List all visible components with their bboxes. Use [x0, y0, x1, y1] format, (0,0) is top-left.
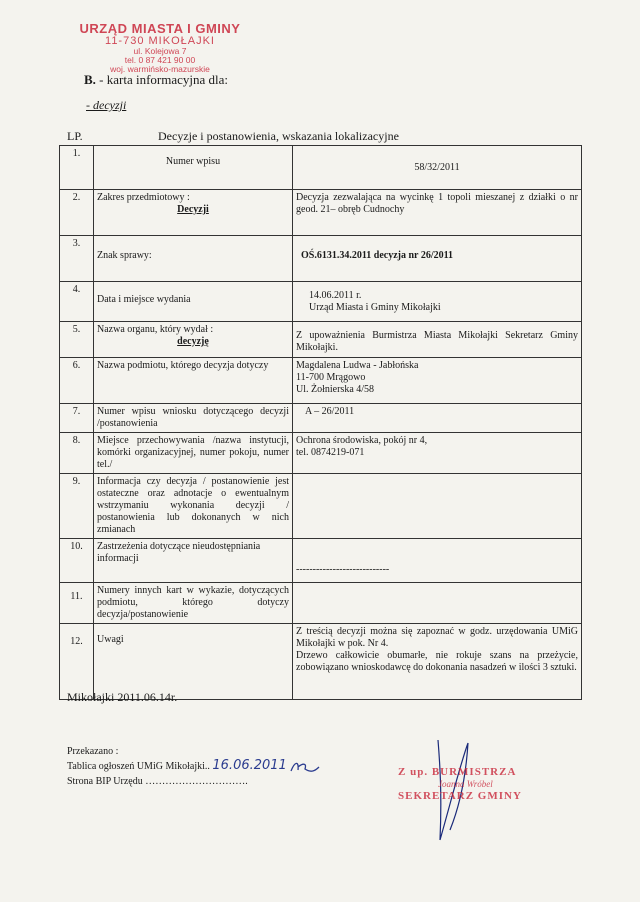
table-row	[60, 282, 582, 322]
subject-name: Magdalena Ludwa - Jabłońska	[296, 360, 419, 371]
row-label: Informacja czy decyzja / postanowienie jest ostateczne oraz adnotacje o ewentualnym wstrzymaniu wykonania decyzji / postanowienia lub dokonanych w nich zmianach	[94, 474, 293, 539]
stamp-line-4: tel. 0 87 421 90 00	[124, 55, 196, 66]
row-value: OŚ.6131.34.2011 decyzja nr 26/2011	[293, 236, 582, 282]
transfer-bip: Strona BIP Urzędu ………………………….	[67, 775, 248, 787]
info-table	[59, 145, 582, 700]
stamp-line-2: 11-730 MIKOŁAJKI	[105, 34, 215, 47]
row-number: 6.	[60, 358, 94, 404]
secretary-stamp-line-1: Z up. BURMISTRZA	[398, 766, 517, 778]
stamp-line-5: woj. warmińsko-mazurskie	[110, 64, 210, 75]
row-number: 7.	[60, 404, 94, 433]
row-number: 11.	[60, 583, 94, 624]
office-stamp	[60, 22, 260, 74]
table-row	[60, 322, 582, 358]
table-row	[60, 190, 582, 236]
storage-phone: tel. 0874219-071	[296, 447, 365, 458]
secretary-stamp-line-3: SEKRETARZ GMINY	[398, 789, 522, 802]
row-label: Numery innych kart w wykazie, dotyczących podmiotu, którego dotyczy decyzja/postanowienie	[94, 583, 293, 624]
row-number: 9.	[60, 474, 94, 539]
secretary-stamp	[398, 766, 548, 803]
place-and-date: Mikołajki 2011.06.14r.	[67, 690, 178, 704]
row-value: ----------------------------	[293, 539, 582, 583]
table-row	[60, 624, 582, 700]
row-number: 3.	[60, 236, 94, 282]
row-value	[293, 474, 582, 539]
row-number: 2.	[60, 190, 94, 236]
row-label: Uwagi	[94, 624, 293, 700]
row-number: 12.	[60, 624, 94, 700]
transfer-board: Tablica ogłoszeń UMiG Mikołajki..	[67, 761, 210, 772]
table-row	[60, 474, 582, 539]
table-row	[60, 539, 582, 583]
stamp-line-3: ul. Kolejowa 7	[133, 46, 187, 57]
row-label: Zastrzeżenia dotyczące nieudostępniania informacji	[94, 539, 293, 583]
heading-prefix: B.	[84, 72, 96, 87]
transfer-line-1	[67, 758, 321, 775]
card-subheading: - decyzji	[86, 98, 127, 112]
row-label-cell	[94, 322, 293, 358]
stamp-line-1: URZĄD MIASTA I GMINY	[79, 21, 241, 36]
remarks-line-2: Drzewo całkowicie obumarłe, nie rokuje szans na przeżycie, zobowiązano wnioskodawcę do dokonania nasadzeń w ilości 3 sztuki.	[296, 650, 578, 673]
table-row	[60, 146, 582, 190]
row-value-cell	[293, 433, 582, 474]
row-value: Decyzja zezwalająca na wycinkę 1 topoli mieszanej z działki o nr geod. 21– obręb Cudnochy	[293, 190, 582, 236]
table-row	[60, 358, 582, 404]
table-row	[60, 236, 582, 282]
row-value	[293, 583, 582, 624]
row-value: A – 26/2011	[293, 404, 582, 433]
row-value: Z upoważnienia Burmistrza Miasta Mikołajki Sekretarz Gminy Mikołajki.	[293, 322, 582, 358]
lp-column-label: LP.	[67, 129, 83, 143]
row-value-cell	[293, 624, 582, 700]
transfer-label: Przekazano :	[67, 746, 119, 757]
row-label: Nazwa podmiotu, którego decyzja dotyczy	[94, 358, 293, 404]
initials-signature-icon	[289, 759, 321, 775]
row-label: Numer wpisu	[94, 146, 293, 190]
storage-place: Ochrona środowiska, pokój nr 4,	[296, 435, 428, 446]
secretary-stamp-line-2: Joanna Wróbel	[438, 779, 493, 790]
row-value-cell	[293, 358, 582, 404]
row-label: Znak sprawy:	[94, 236, 293, 282]
row-label: Numer wpisu wniosku dotyczącego decyzji /postanowienia	[94, 404, 293, 433]
heading-text: - karta informacyjna dla:	[95, 72, 229, 87]
row-number: 10.	[60, 539, 94, 583]
row-label: Miejsce przechowywania /nazwa instytucji, komórki organizacyjnej, numer pokoju, numer tel./	[94, 433, 293, 474]
issue-date: 14.06.2011 r.	[309, 290, 362, 301]
remarks-line-1: Z treścią decyzji można się zapoznać w godz. urzędowania UMiG Mikołajki w pok. Nr 4.	[296, 626, 578, 649]
row-label: Nazwa organu, który wydał :	[97, 324, 214, 335]
row-number: 4.	[60, 282, 94, 322]
table-title: Decyzje i postanowienia, wskazania lokalizacyjne	[158, 129, 399, 143]
row-value: 58/32/2011	[293, 146, 582, 190]
row-label: Data i miejsce wydania	[94, 282, 293, 322]
subject-city: 11-700 Mrągowo	[296, 372, 366, 383]
table-row	[60, 404, 582, 433]
transfer-section	[67, 745, 321, 788]
row-value-cell	[293, 282, 582, 322]
row-label-sub: Decyzji	[177, 204, 209, 215]
card-heading	[84, 72, 228, 88]
issue-place: Urząd Miasta i Gminy Mikołajki	[309, 302, 441, 313]
table-row	[60, 433, 582, 474]
subject-street: Ul. Żołnierska 4/58	[296, 384, 375, 395]
handwritten-date: 16.06.2011	[212, 758, 287, 773]
row-label-cell	[94, 190, 293, 236]
row-label-sub: decyzję	[177, 336, 209, 347]
row-number: 8.	[60, 433, 94, 474]
row-number: 1.	[60, 146, 94, 190]
table-row	[60, 583, 582, 624]
row-number: 5.	[60, 322, 94, 358]
row-label: Zakres przedmiotowy :	[97, 192, 190, 203]
